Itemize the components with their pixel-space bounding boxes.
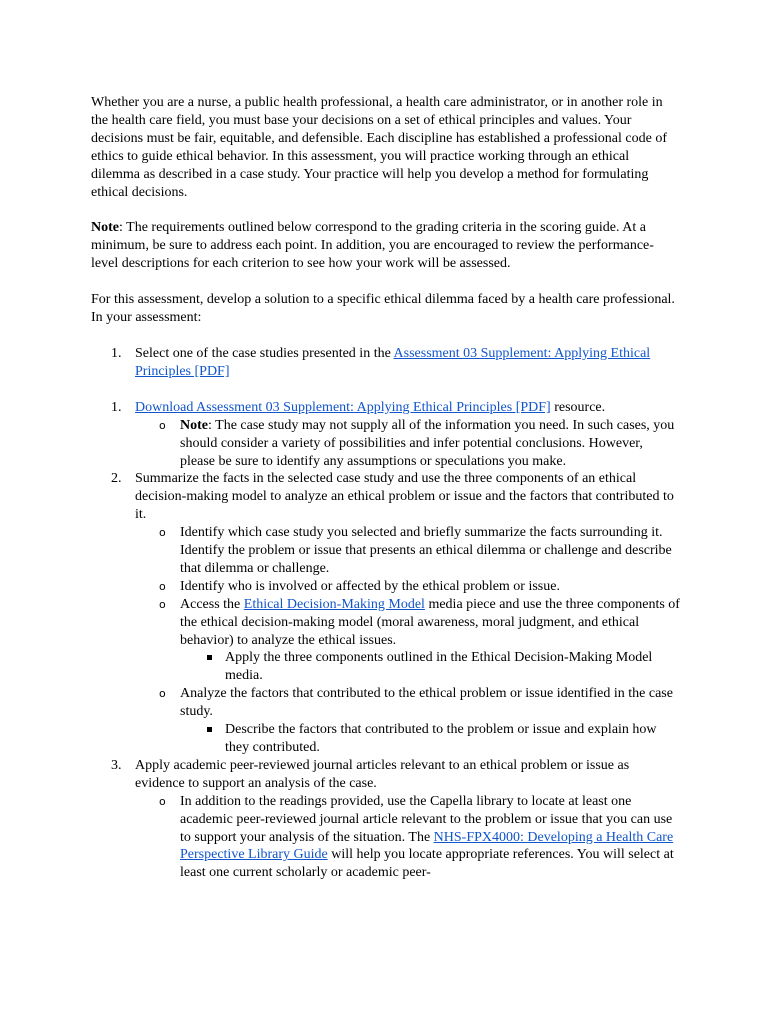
sub-item-text: Access the <box>180 596 244 612</box>
assessment-intro-paragraph: For this assessment, develop a solution to a specific ethical dilemma faced by a health care professional. In your assessment: <box>91 292 675 326</box>
square-sub-item <box>180 649 680 685</box>
square-sub-list <box>180 649 680 685</box>
list-item <box>91 345 680 381</box>
list-item-text: resource. <box>550 399 606 415</box>
supplement-link[interactable]: Assessment 03 Supplement: Applying Ethical Principles [PDF] <box>135 345 651 379</box>
list-item-download <box>91 399 680 471</box>
list-item-apply <box>91 757 680 882</box>
ethical-model-link[interactable]: Ethical Decision-Making Model <box>243 596 425 612</box>
sub-item <box>135 793 680 883</box>
sub-item <box>135 596 680 686</box>
list-number: 3. <box>111 757 122 773</box>
circle-bullet-icon: o <box>159 687 166 701</box>
intro-paragraph: Whether you are a nurse, a public health professional, a health care administrator, or in another role in the health care field, you must base your decisions on a set of ethical principles and values. Your decisions must be fair, equitable, and defensible. Each discipline has established a professional code of ethics to guide ethical behavior. In this assessment, you will practice working through an ethical dilemma as described in a case study. Your practice will help you develop a method for formulating ethical decisions. <box>91 95 667 200</box>
requirements-list <box>91 399 680 882</box>
sub-item <box>135 685 680 757</box>
sub-list <box>135 524 680 757</box>
list-item-text: Select one of the case studies presented in the <box>135 345 394 361</box>
sub-item-text: will help you locate appropriate references. You will select at least one current scholarly or academic peer- <box>180 847 674 881</box>
sub-item-text: Analyze the factors that contributed to the ethical problem or issue identified in the case study. <box>180 686 673 720</box>
sub-item-text: In addition to the readings provided, use the Capella library to locate at least one academic peer-reviewed journal article relevant to the problem or issue that you can use to support your analysis of the situation. The <box>180 793 673 845</box>
sub-item <box>135 417 680 471</box>
select-case-list <box>91 345 680 381</box>
square-sub-list <box>180 721 680 757</box>
square-bullet-icon <box>207 655 212 660</box>
square-item-text: Apply the three components outlined in the Ethical Decision-Making Model media. <box>225 650 653 684</box>
sub-list <box>135 793 680 883</box>
circle-bullet-icon: o <box>159 597 166 611</box>
list-item-text: Apply academic peer-reviewed journal articles relevant to an ethical problem or issue as evidence to support an analysis of the case. <box>135 757 630 791</box>
sub-list <box>135 417 680 471</box>
sub-item-text: Identify who is involved or affected by the ethical problem or issue. <box>180 578 560 594</box>
square-sub-item <box>180 721 680 757</box>
note-text: : The requirements outlined below correspond to the grading criteria in the scoring guide. At a minimum, be sure to address each point. In addition, you are encouraged to review the performance-level descriptions for each criterion to see how your work will be assessed. <box>91 220 654 272</box>
list-item-summarize <box>91 470 680 757</box>
circle-bullet-icon: o <box>159 526 166 540</box>
sub-item-text: : The case study may not supply all of the information you need. In such cases, you should consider a variety of possibilities and infer potential conclusions. However, please be sure to identify any assumptions or speculations you make. <box>180 417 675 469</box>
circle-bullet-icon: o <box>159 418 166 432</box>
library-guide-link[interactable]: NHS-FPX4000: Developing a Health Care Perspective Library Guide <box>180 829 674 863</box>
square-bullet-icon <box>207 727 212 732</box>
list-number: 1. <box>111 399 122 415</box>
download-supplement-link[interactable]: Download Assessment 03 Supplement: Applying Ethical Principles [PDF] <box>135 399 551 415</box>
note-paragraph <box>91 219 680 273</box>
circle-bullet-icon: o <box>159 794 166 808</box>
list-number: 1. <box>111 345 122 361</box>
note-label: Note <box>180 417 208 433</box>
sub-item <box>135 578 680 596</box>
list-item-text: Summarize the facts in the selected case study and use the three components of an ethical decision-making model to analyze an ethical problem or issue and the factors that contributed to it. <box>135 471 674 523</box>
list-number: 2. <box>111 471 122 487</box>
sub-item-text: Identify which case study you selected and briefly summarize the facts surrounding it. Identify the problem or issue that presents an ethical dilemma or challenge and describe that dilemma or challenge. <box>180 525 672 576</box>
circle-bullet-icon: o <box>159 579 166 593</box>
sub-item <box>135 524 680 578</box>
square-item-text: Describe the factors that contributed to the problem or issue and explain how they contributed. <box>225 722 657 755</box>
note-label: Note <box>91 220 119 236</box>
sub-item-text: media piece and use the three components of the ethical decision-making model (moral awareness, moral judgment, and ethical behavior) to analyze the ethical issues. <box>180 596 680 648</box>
